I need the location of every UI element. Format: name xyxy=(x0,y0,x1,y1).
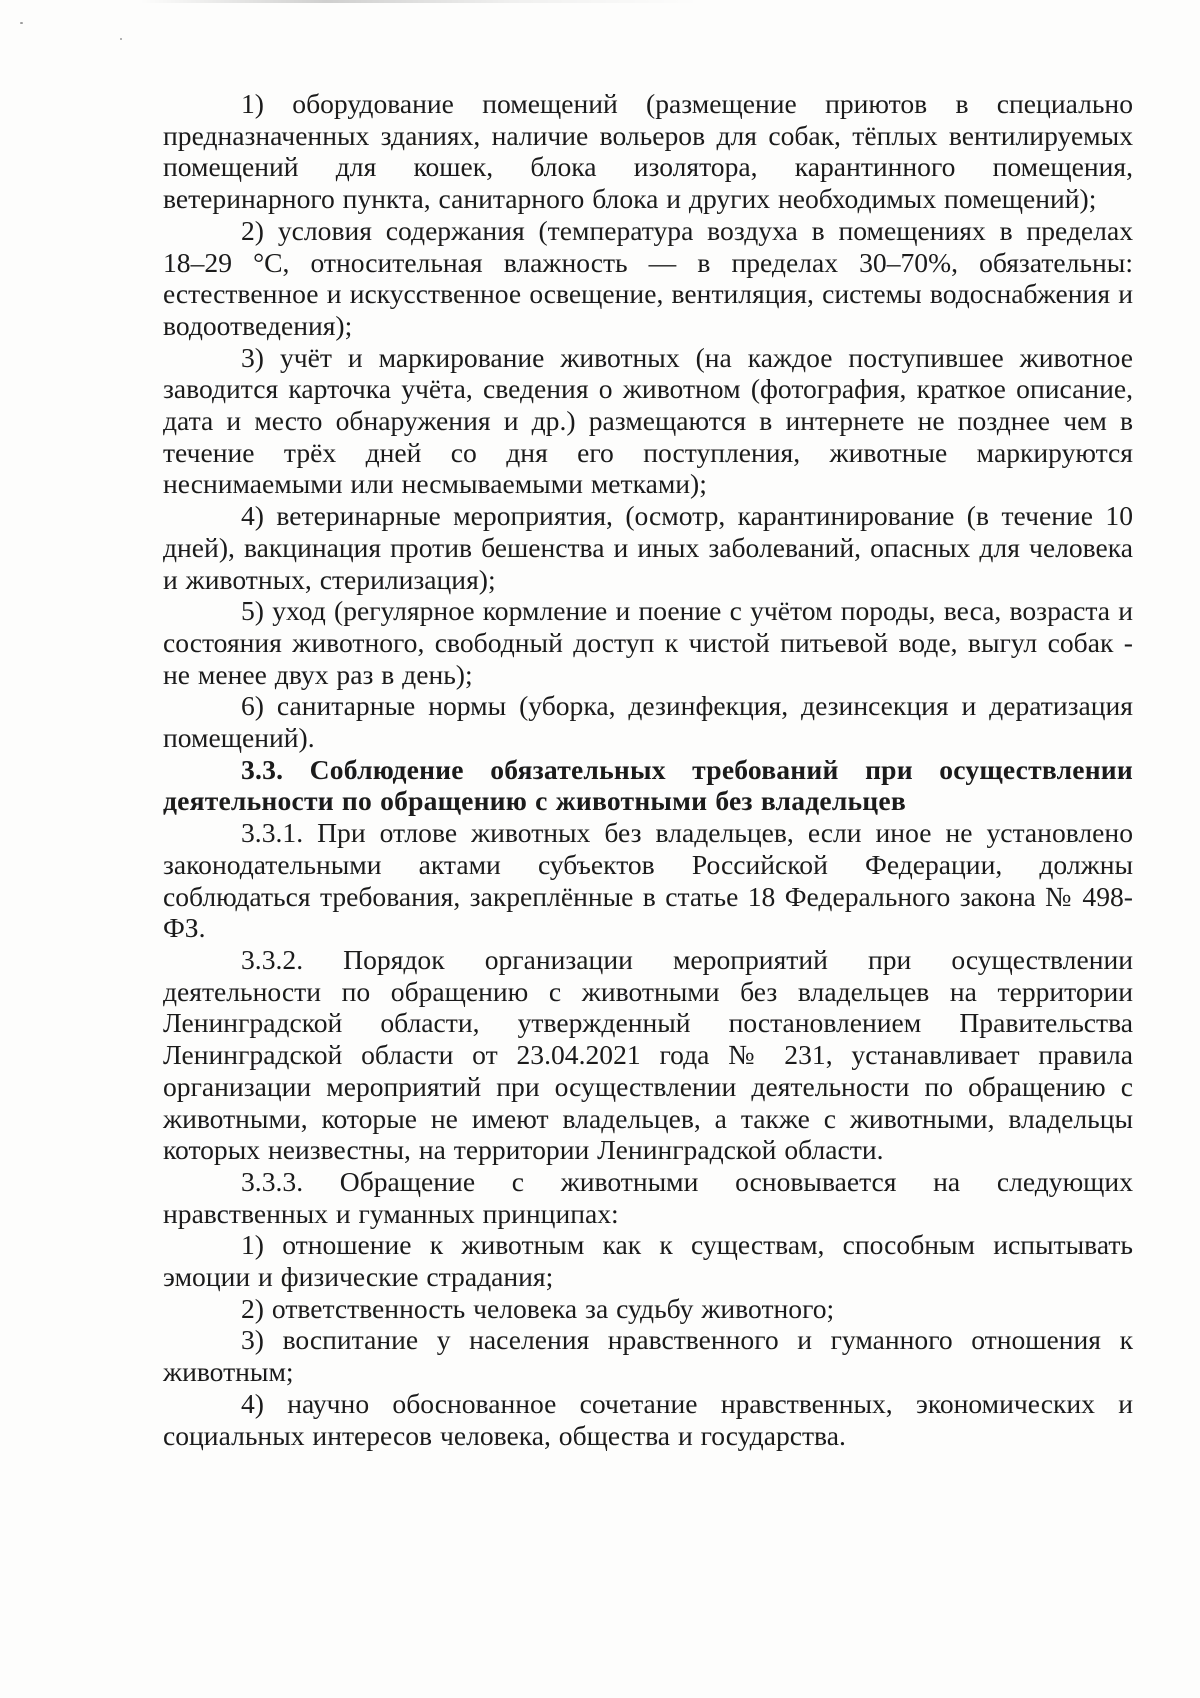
list-item-veterinary: 4) ветеринарные мероприятия, (осмотр, карантинирование (в течение 10 дней), вакцинация против бешенства и иных заболеваний, опасных для человека и животных, стерилизация); xyxy=(163,500,1133,595)
section-heading: 3.3. Соблюдение обязательных требований при осуществлении деятельности по обращению с животными без владельцев xyxy=(163,753,1133,817)
clause-3-3-3: 3.3.3. Обращение с животными основывается на следующих нравственных и гуманных принципах: xyxy=(163,1165,1133,1229)
clause-3-3-1: 3.3.1. При отлове животных без владельцев, если иное не установлено законодательными актами субъектов Российской Федерации, должны соблюдаться требования, закреплённые в статье 18 Федерального закона № 498-ФЗ. xyxy=(163,817,1133,944)
clause-3-3-2: 3.3.2. Порядок организации мероприятий при осуществлении деятельности по обращению с животными без владельцев на территории Ленинградской области, утвержденный постановлением Правительства Ленинградской области от 23.04.2021 года № 231, устанавливает правила организации мероприятий при осуществлении деятельности по обращению с животными, которые не имеют владельцев, а также с животными, владельцы которых неизвестны, на территории Ленинградской области. xyxy=(163,943,1133,1166)
list-item-equipment: 1) оборудование помещений (размещение приютов в специально предназначенных зданиях, наличие вольеров для собак, тёплых вентилируемых помещений для кошек, блока изолятора, карантинного помещения, ветеринарного пункта, санитарного блока и других необходимых помещений); xyxy=(163,88,1133,215)
principle-item: 2) ответственность человека за судьбу животного; xyxy=(241,1292,835,1324)
scan-speck xyxy=(20,22,23,24)
scan-edge-artifact xyxy=(140,0,700,3)
list-item-conditions: 2) условия содержания (температура воздуха в помещениях в пределах 18–29 °С, относительная влажность — в пределах 30–70%, обязательны: естественное и искусственное освещение, вентиляция, системы водоснабжения и водоотведения); xyxy=(163,214,1133,341)
document-body xyxy=(163,88,1133,1451)
list-item-care: 5) уход (регулярное кормление и поение с учётом породы, веса, возраста и состояния животного, свободный доступ к чистой питьевой воде, выгул собак - не менее двух раз в день); xyxy=(163,595,1133,690)
principle-item: 1) отношение к животным как к существам, способным испытывать эмоции и физические страдания; xyxy=(163,1229,1133,1293)
list-item-registration: 3) учёт и маркирование животных (на каждое поступившее животное заводится карточка учёта, сведения о животном (фотография, краткое описание, дата и место обнаружения и др.) размещаются в интернете не позднее чем в течение трёх дней со дня его поступления, животные маркируются неснимаемыми или несмываемыми метками); xyxy=(163,341,1133,500)
scan-speck xyxy=(120,38,122,40)
principle-item: 3) воспитание у населения нравственного и гуманного отношения к животным; xyxy=(163,1324,1133,1388)
principle-item: 4) научно обоснованное сочетание нравственных, экономических и социальных интересов человека, общества и государства. xyxy=(163,1387,1133,1451)
list-item-sanitary: 6) санитарные нормы (уборка, дезинфекция, дезинсекция и дератизация помещений). xyxy=(163,690,1133,754)
